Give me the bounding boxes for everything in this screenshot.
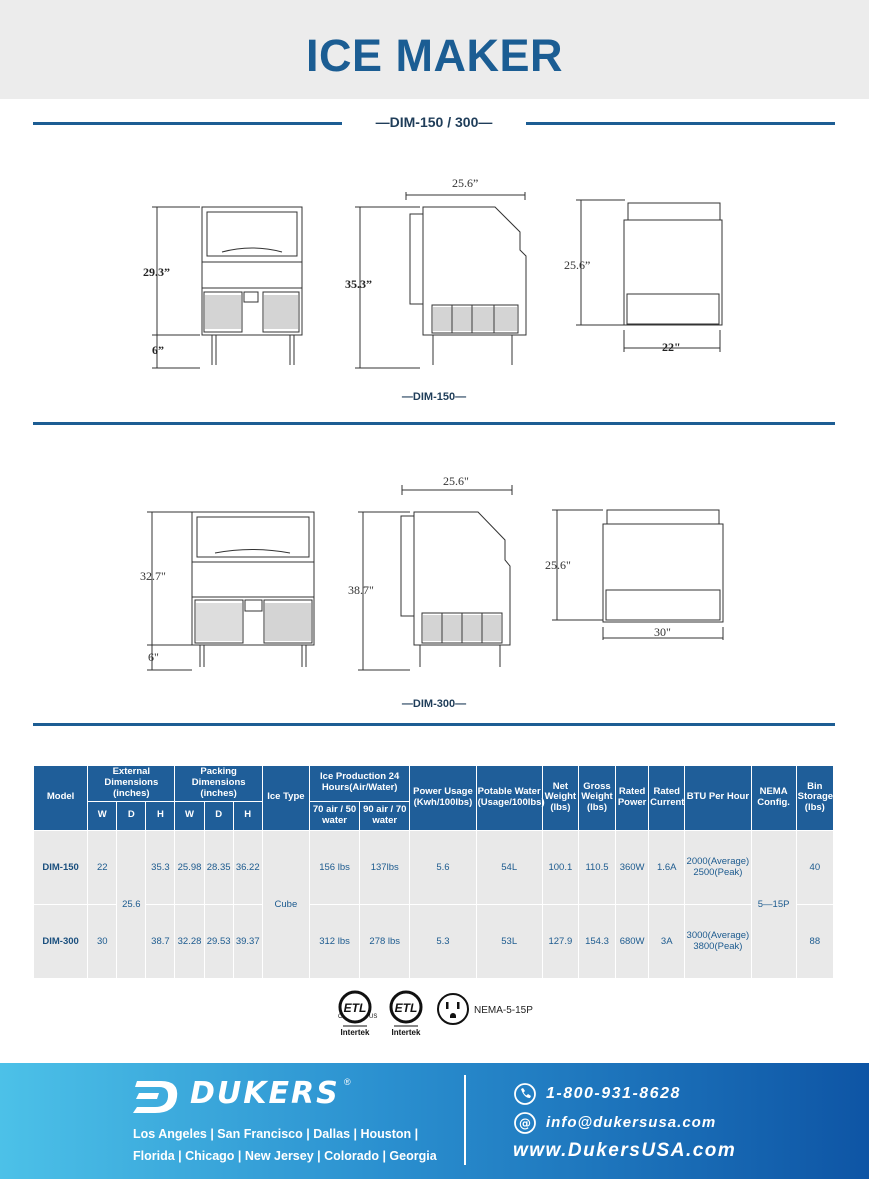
cell-ice-type-shared: Cube [262, 830, 309, 978]
dim150-front-height: 29.3” [143, 265, 170, 279]
dim300-side-height: 38.7" [348, 583, 374, 597]
page-title: ICE MAKER [305, 30, 563, 81]
website-link[interactable]: www.DukersUSA.com [513, 1140, 737, 1161]
cell-power: 5.6 [410, 830, 476, 904]
th-packing: Packing Dimensions (inches) [175, 766, 262, 802]
table-row [34, 830, 834, 904]
dim150-back-height: 25.6” [564, 258, 591, 272]
cell-ice-air: 312 lbs [309, 904, 359, 978]
cell-depth-shared: 25.6 [117, 830, 146, 978]
cell-pack-d: 29.53 [204, 904, 233, 978]
etl-listed-logo [338, 992, 377, 1037]
th-model: Model [34, 766, 88, 831]
dim-150-label: —DIM-150— [401, 391, 467, 403]
th-potable-water: Potable Water (Usage/100lbs) [476, 766, 542, 831]
phone-icon [514, 1083, 536, 1105]
th-btu: BTU Per Hour [685, 766, 751, 831]
th-ext-h: H [146, 801, 175, 830]
phone-number[interactable]: 1-800-931-8628 [546, 1085, 681, 1102]
th-power-usage: Power Usage (Kwh/100lbs) [410, 766, 476, 831]
nema-label: NEMA-5-15P [474, 1005, 533, 1016]
cell-btu [685, 830, 751, 904]
cell-net: 127.9 [542, 904, 578, 978]
cell-h: 35.3 [146, 830, 175, 904]
dim300-front-legs: 6" [148, 650, 159, 664]
table-row [34, 904, 834, 978]
btu-average: 3000(Average) [686, 929, 750, 941]
cell-w: 30 [88, 904, 117, 978]
dim-300-drawing [0, 470, 869, 680]
cell-rated-power: 680W [616, 904, 649, 978]
cell-h: 38.7 [146, 904, 175, 978]
svg-text:Intertek: Intertek [391, 1028, 421, 1037]
dim300-back-width: 30" [654, 625, 671, 639]
cell-pack-w: 32.28 [175, 904, 204, 978]
cell-rated-power: 360W [616, 830, 649, 904]
certification-marks [333, 988, 573, 1048]
footer-divider [464, 1075, 466, 1165]
cell-model: DIM-150 [34, 830, 88, 904]
cell-gross: 154.3 [578, 904, 615, 978]
th-ice-production: Ice Production 24 Hours(Air/Water) [309, 766, 409, 802]
divider-left [33, 122, 342, 125]
etl-sanitation-logo [391, 992, 421, 1037]
cell-rated-current: 1.6A [649, 830, 685, 904]
dim150-front-legs: 6” [152, 343, 164, 357]
cell-btu [685, 904, 751, 978]
cell-rated-current: 3A [649, 904, 685, 978]
svg-text:ETL: ETL [394, 1001, 418, 1015]
dim-300-label: —DIM-300— [401, 698, 467, 710]
cell-bin: 40 [796, 830, 833, 904]
email-icon [514, 1112, 536, 1134]
cell-gross: 110.5 [578, 830, 615, 904]
th-pack-w: W [175, 801, 204, 830]
brand-name: DUKERS [190, 1076, 340, 1111]
nema-outlet-icon [438, 994, 468, 1024]
cell-ice-water: 137lbs [360, 830, 410, 904]
th-pack-d: D [204, 801, 233, 830]
svg-text:Intertek: Intertek [340, 1028, 370, 1037]
btu-peak: 3800(Peak) [693, 941, 743, 953]
divider-150 [33, 422, 835, 425]
cell-nema-shared: 5—15P [751, 830, 796, 978]
cell-ice-water: 278 lbs [360, 904, 410, 978]
th-ext-w: W [88, 801, 117, 830]
th-rated-power: Rated Power [616, 766, 649, 831]
th-ice-air: 70 air / 50 water [309, 801, 359, 830]
th-rated-current: Rated Current [649, 766, 685, 831]
th-nema: NEMA Config. [751, 766, 796, 831]
dim150-side-width: 25.6” [452, 176, 479, 190]
th-ice-type: Ice Type [262, 766, 309, 831]
cities-line-2: Florida | Chicago | New Jersey | Colorado | Georgia [133, 1149, 437, 1163]
cell-water: 53L [476, 904, 542, 978]
th-gross-weight: Gross Weight (lbs) [578, 766, 615, 831]
divider-right [526, 122, 835, 125]
th-pack-h: H [233, 801, 262, 830]
btu-peak: 2500(Peak) [693, 867, 743, 879]
cell-water: 54L [476, 830, 542, 904]
th-external: External Dimensions (inches) [88, 766, 175, 802]
cell-bin: 88 [796, 904, 833, 978]
registered-mark: ® [344, 1077, 351, 1087]
cell-pack-d: 28.35 [204, 830, 233, 904]
cell-ice-air: 156 lbs [309, 830, 359, 904]
dim300-back-height: 25.6" [545, 558, 571, 572]
cities-line-1: Los Angeles | San Francisco | Dallas | Houston | [133, 1127, 419, 1141]
th-ice-water: 90 air / 70 water [360, 801, 410, 830]
cell-pack-w: 25.98 [175, 830, 204, 904]
svg-text:ETL: ETL [343, 1001, 367, 1015]
th-ext-d: D [117, 801, 146, 830]
svg-text:@: @ [519, 1116, 531, 1131]
btu-average: 2000(Average) [686, 855, 750, 867]
cell-pack-h: 36.22 [233, 830, 262, 904]
cell-power: 5.3 [410, 904, 476, 978]
dim-150-drawing [0, 170, 869, 380]
dim150-side-height: 35.3” [345, 277, 372, 291]
dukers-logo-icon [131, 1077, 183, 1117]
cell-model: DIM-300 [34, 904, 88, 978]
dim300-front-height: 32.7" [140, 569, 166, 583]
spec-table [33, 765, 834, 979]
svg-text:US: US [369, 1014, 378, 1020]
email-address[interactable]: info@dukersusa.com [546, 1114, 717, 1131]
cell-w: 22 [88, 830, 117, 904]
model-subtitle: —DIM-150 / 300— [375, 114, 493, 130]
cell-pack-h: 39.37 [233, 904, 262, 978]
svg-text:C: C [338, 1014, 343, 1020]
th-net-weight: Net Weight (lbs) [542, 766, 578, 831]
dim150-back-width: 22" [662, 340, 681, 354]
cell-net: 100.1 [542, 830, 578, 904]
divider-300 [33, 723, 835, 726]
dim300-side-width: 25.6" [443, 474, 469, 488]
th-bin: Bin Storage (lbs) [796, 766, 833, 831]
